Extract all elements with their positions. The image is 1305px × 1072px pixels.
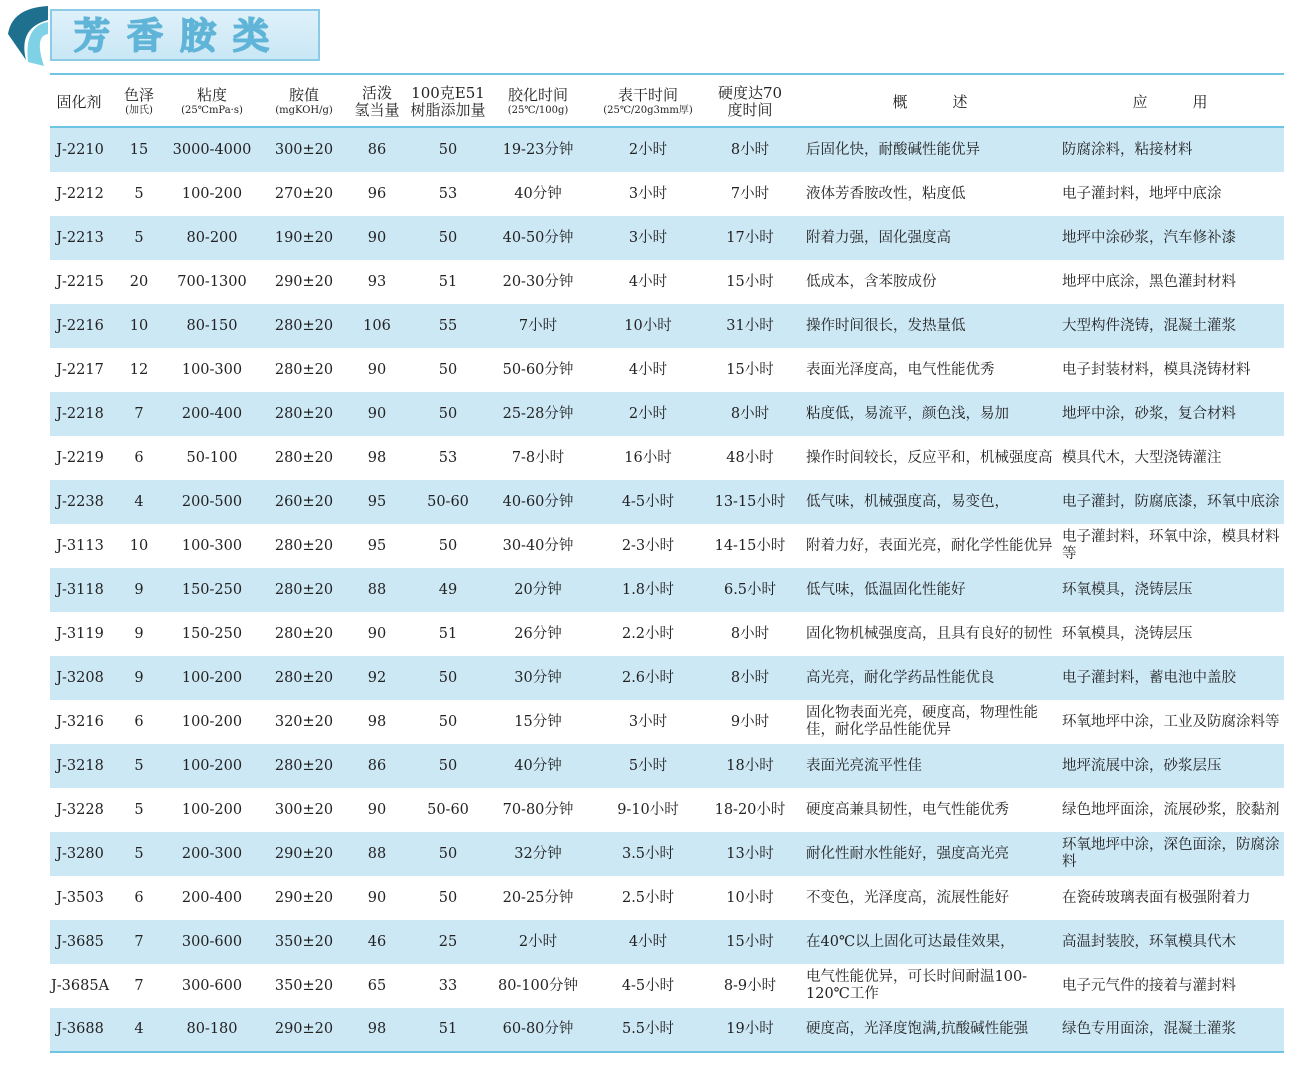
cell-amine: 290±20 <box>274 889 334 906</box>
cell-app: 电子灌封料，地坪中底涂 <box>1062 185 1222 202</box>
cell-dry: 3小时 <box>628 229 668 246</box>
cell-dry: 1.8小时 <box>621 581 675 598</box>
table-row <box>50 788 1284 832</box>
cell-amine: 280±20 <box>274 317 334 334</box>
cell-color: 9 <box>134 625 144 642</box>
cell-heq: 86 <box>367 141 387 158</box>
table-header <box>50 78 1284 128</box>
cell-app: 电子灌封料，蓄电池中盖胶 <box>1062 669 1236 686</box>
cell-heq: 88 <box>367 845 387 862</box>
cell-color: 10 <box>129 537 149 554</box>
cell-app: 环氧模具，浇铸层压 <box>1062 581 1193 598</box>
cell-amine: 280±20 <box>274 757 334 774</box>
table-row <box>50 700 1284 744</box>
top-divider <box>50 73 1284 75</box>
cell-dry: 5小时 <box>628 757 668 774</box>
cell-app: 地坪中涂砂浆，汽车修补漆 <box>1062 229 1236 246</box>
cell-dosage: 51 <box>438 273 458 290</box>
header-desc: 概 述 <box>892 92 968 111</box>
cell-gel: 50-60分钟 <box>502 361 574 378</box>
cell-agent: J-3685A <box>50 977 110 994</box>
cell-heq: 90 <box>367 889 387 906</box>
cell-hard: 8小时 <box>730 141 770 158</box>
cell-color: 5 <box>134 229 144 246</box>
cell-dosage: 50-60 <box>427 493 469 510</box>
cell-dosage: 33 <box>438 977 458 994</box>
cell-app: 环氧模具，浇铸层压 <box>1062 625 1193 642</box>
cell-heq: 93 <box>367 273 387 290</box>
cell-heq: 90 <box>367 801 387 818</box>
cell-app: 绿色专用面涂，混凝土灌浆 <box>1062 1021 1236 1037</box>
cell-hard: 8-9小时 <box>723 977 777 994</box>
table-row <box>50 260 1284 304</box>
cell-app: 电子灌封，防腐底漆，环氧中底涂 <box>1062 493 1280 510</box>
cell-amine: 290±20 <box>274 273 334 290</box>
cell-app: 防腐涂料，粘接材料 <box>1062 141 1193 158</box>
cell-dosage: 55 <box>438 317 458 334</box>
cell-app: 电子元气件的接着与灌封料 <box>1062 977 1236 994</box>
cell-color: 15 <box>129 141 149 158</box>
cell-dry: 2.5小时 <box>621 889 675 906</box>
cell-dry: 2.2小时 <box>621 625 675 642</box>
cell-viscosity: 100-300 <box>181 361 243 378</box>
cell-amine: 280±20 <box>274 581 334 598</box>
cell-heq: 98 <box>367 1021 387 1037</box>
cell-desc: 耐化性耐水性能好，强度高光亮 <box>806 845 1009 862</box>
cell-hard: 13-15小时 <box>714 493 786 510</box>
cell-heq: 90 <box>367 625 387 642</box>
cell-heq: 86 <box>367 757 387 774</box>
cell-app: 大型构件浇铸，混凝土灌浆 <box>1062 317 1236 334</box>
cell-heq: 90 <box>367 361 387 378</box>
cell-amine: 280±20 <box>274 625 334 642</box>
cell-dry: 2小时 <box>628 405 668 422</box>
cell-heq: 96 <box>367 185 387 202</box>
cell-app: 高温封装胶，环氧模具代木 <box>1062 933 1236 950</box>
cell-gel: 26分钟 <box>514 625 562 642</box>
cell-dry: 10小时 <box>624 317 672 334</box>
cell-heq: 92 <box>367 669 387 686</box>
cell-agent: J-3113 <box>56 537 104 554</box>
cell-app: 电子灌封料，环氧中涂，模具材料等 <box>1062 529 1280 562</box>
table-row <box>50 744 1284 788</box>
cell-app: 模具代木，大型浇铸灌注 <box>1062 449 1222 466</box>
cell-agent: J-2217 <box>56 361 104 378</box>
cell-viscosity: 150-250 <box>181 581 243 598</box>
cell-viscosity: 200-400 <box>181 405 243 422</box>
cell-color: 6 <box>134 713 144 730</box>
cell-viscosity: 200-300 <box>181 845 243 862</box>
cell-desc: 硬度高，光泽度饱满,抗酸碱性能强 <box>806 1021 1029 1037</box>
cell-agent: J-3218 <box>56 757 104 774</box>
cell-amine: 280±20 <box>274 669 334 686</box>
cell-app: 环氧地坪中涂，深色面涂，防腐涂料 <box>1062 837 1280 870</box>
cell-desc: 后固化快，耐酸碱性能优异 <box>806 141 980 158</box>
cell-color: 4 <box>134 493 144 510</box>
cell-desc: 低气味，机械强度高，易变色， <box>806 493 1009 510</box>
cell-amine: 270±20 <box>274 185 334 202</box>
cell-hard: 17小时 <box>726 229 774 246</box>
cell-heq: 95 <box>367 493 387 510</box>
cell-desc: 电气性能优异，可长时间耐温100-120℃工作 <box>806 969 1028 1002</box>
cell-gel: 30-40分钟 <box>502 537 574 554</box>
cell-gel: 32分钟 <box>514 845 562 862</box>
cell-dry: 3小时 <box>628 185 668 202</box>
table-row <box>50 172 1284 216</box>
cell-agent: J-2213 <box>56 229 104 246</box>
cell-viscosity: 150-250 <box>181 625 243 642</box>
cell-gel: 40分钟 <box>514 185 562 202</box>
cell-dry: 4小时 <box>628 361 668 378</box>
cell-dosage: 50 <box>438 757 458 774</box>
table-row <box>50 832 1284 876</box>
cell-desc: 在40℃以上固化可达最佳效果， <box>806 933 1015 950</box>
cell-color: 12 <box>129 361 149 378</box>
cell-desc: 液体芳香胺改性，粘度低 <box>806 185 966 202</box>
table-row <box>50 436 1284 480</box>
cell-color: 7 <box>134 933 144 950</box>
cell-hard: 48小时 <box>726 449 774 466</box>
cell-viscosity: 50-100 <box>186 449 238 466</box>
cell-gel: 19-23分钟 <box>502 141 574 158</box>
cell-amine: 300±20 <box>274 141 334 158</box>
cell-color: 6 <box>134 889 144 906</box>
cell-hard: 8小时 <box>730 625 770 642</box>
cell-amine: 350±20 <box>274 977 334 994</box>
cell-gel: 20-25分钟 <box>502 889 574 906</box>
cell-hard: 18小时 <box>726 757 774 774</box>
cell-hard: 6.5小时 <box>723 581 777 598</box>
cell-heq: 106 <box>363 317 391 334</box>
cell-hard: 31小时 <box>726 317 774 334</box>
cell-agent: J-3503 <box>56 889 104 906</box>
cell-hard: 19小时 <box>726 1021 774 1037</box>
cell-color: 9 <box>134 669 144 686</box>
cell-dosage: 50 <box>438 537 458 554</box>
cell-color: 10 <box>129 317 149 334</box>
cell-gel: 2小时 <box>518 933 558 950</box>
table-row <box>50 524 1284 568</box>
cell-viscosity: 80-150 <box>186 317 238 334</box>
cell-heq: 90 <box>367 229 387 246</box>
cell-agent: J-2210 <box>56 141 104 158</box>
cell-gel: 70-80分钟 <box>502 801 574 818</box>
cell-agent: J-3216 <box>56 713 104 730</box>
cell-gel: 7-8小时 <box>511 449 565 466</box>
cell-amine: 300±20 <box>274 801 334 818</box>
cell-dosage: 50 <box>438 405 458 422</box>
cell-hard: 15小时 <box>726 361 774 378</box>
cell-dosage: 49 <box>438 581 458 598</box>
header-heq: 活泼 氢当量 <box>354 84 400 119</box>
cell-amine: 260±20 <box>274 493 334 510</box>
cell-viscosity: 100-200 <box>181 185 243 202</box>
cell-agent: J-3685 <box>56 933 104 950</box>
table-row <box>50 128 1284 172</box>
cell-desc: 操作时间较长，反应平和，机械强度高 <box>806 449 1053 466</box>
cell-amine: 280±20 <box>274 449 334 466</box>
cell-viscosity: 80-200 <box>186 229 238 246</box>
cell-app: 电子封装材料，模具浇铸材料 <box>1062 361 1251 378</box>
cell-dosage: 51 <box>438 625 458 642</box>
cell-amine: 290±20 <box>274 1021 334 1037</box>
cell-dry: 4小时 <box>628 273 668 290</box>
cell-dosage: 50 <box>438 845 458 862</box>
cell-dosage: 50 <box>438 361 458 378</box>
cell-gel: 60-80分钟 <box>502 1021 574 1037</box>
cell-desc: 低气味，低温固化性能好 <box>806 581 966 598</box>
cell-dosage: 50 <box>438 229 458 246</box>
header-app: 应 用 <box>1132 92 1208 111</box>
cell-color: 9 <box>134 581 144 598</box>
cell-heq: 95 <box>367 537 387 554</box>
cell-amine: 290±20 <box>274 845 334 862</box>
cell-heq: 98 <box>367 713 387 730</box>
cell-heq: 90 <box>367 405 387 422</box>
cell-dosage: 50 <box>438 669 458 686</box>
cell-dry: 3小时 <box>628 713 668 730</box>
cell-heq: 46 <box>367 933 387 950</box>
header-agent: 固化剂 <box>56 92 102 111</box>
cell-dosage: 51 <box>438 1021 458 1037</box>
cell-viscosity: 100-200 <box>181 669 243 686</box>
cell-agent: J-2218 <box>56 405 104 422</box>
table-row <box>50 964 1284 1008</box>
cell-agent: J-2212 <box>56 185 104 202</box>
cell-gel: 25-28分钟 <box>502 405 574 422</box>
cell-agent: J-3280 <box>56 845 104 862</box>
cell-color: 7 <box>134 405 144 422</box>
cell-viscosity: 80-180 <box>186 1021 238 1037</box>
header-viscosity: 粘度 (25℃mPa·s) <box>181 86 243 116</box>
header-hard: 硬度达70 度时间 <box>717 84 783 119</box>
cell-viscosity: 700-1300 <box>177 273 247 290</box>
cell-desc: 附着力强，固化强度高 <box>806 229 951 246</box>
cell-color: 5 <box>134 185 144 202</box>
cell-gel: 40-60分钟 <box>502 493 574 510</box>
header-gel: 胶化时间 (25℃/100g) <box>507 86 569 116</box>
cell-gel: 40分钟 <box>514 757 562 774</box>
cell-agent: J-3119 <box>56 625 104 642</box>
cell-agent: J-2215 <box>56 273 104 290</box>
cell-dry: 5.5小时 <box>621 1021 675 1037</box>
cell-hard: 9小时 <box>730 713 770 730</box>
cell-color: 5 <box>134 845 144 862</box>
cell-heq: 88 <box>367 581 387 598</box>
cell-amine: 320±20 <box>274 713 334 730</box>
cell-dosage: 50 <box>438 141 458 158</box>
cell-gel: 20-30分钟 <box>502 273 574 290</box>
cell-color: 5 <box>134 757 144 774</box>
table-row <box>50 392 1284 436</box>
cell-dry: 4小时 <box>628 933 668 950</box>
cell-gel: 7小时 <box>518 317 558 334</box>
cell-desc: 表面光泽度高，电气性能优秀 <box>806 361 995 378</box>
table-row <box>50 612 1284 656</box>
cell-desc: 高光亮，耐化学药品性能优良 <box>806 669 995 686</box>
cell-agent: J-3208 <box>56 669 104 686</box>
title-banner <box>50 9 320 61</box>
header-amine: 胺值 (mgKOH/g) <box>275 86 333 116</box>
cell-desc: 低成本，含苯胺成份 <box>806 273 937 290</box>
corner-ornament <box>4 4 48 68</box>
cell-app: 环氧地坪中涂，工业及防腐涂料等 <box>1062 713 1280 730</box>
table-row <box>50 920 1284 964</box>
cell-app: 在瓷砖玻璃表面有极强附着力 <box>1062 889 1251 906</box>
cell-hard: 15小时 <box>726 273 774 290</box>
cell-gel: 80-100分钟 <box>497 977 579 994</box>
table-row <box>50 304 1284 348</box>
cell-dry: 2小时 <box>628 141 668 158</box>
cell-desc: 硬度高兼具韧性，电气性能优秀 <box>806 801 1009 818</box>
cell-agent: J-3228 <box>56 801 104 818</box>
table-row <box>50 876 1284 920</box>
cell-amine: 280±20 <box>274 405 334 422</box>
cell-color: 5 <box>134 801 144 818</box>
cell-dosage: 53 <box>438 185 458 202</box>
cell-app: 地坪中底涂，黑色灌封材料 <box>1062 273 1236 290</box>
cell-color: 7 <box>134 977 144 994</box>
cell-amine: 280±20 <box>274 537 334 554</box>
cell-app: 绿色地坪面涂，流展砂浆，胶黏剂 <box>1062 801 1280 818</box>
table-row <box>50 480 1284 524</box>
cell-heq: 98 <box>367 449 387 466</box>
cell-gel: 40-50分钟 <box>502 229 574 246</box>
cell-hard: 7小时 <box>730 185 770 202</box>
cell-viscosity: 200-500 <box>181 493 243 510</box>
cell-dry: 2.6小时 <box>621 669 675 686</box>
cell-gel: 20分钟 <box>514 581 562 598</box>
cell-dry: 4-5小时 <box>621 493 675 510</box>
cell-hard: 15小时 <box>726 933 774 950</box>
cell-desc: 固化物机械强度高，且具有良好的韧性 <box>806 625 1053 642</box>
cell-hard: 10小时 <box>726 889 774 906</box>
table-body <box>50 128 1284 1053</box>
cell-color: 4 <box>134 1021 144 1037</box>
cell-viscosity: 100-200 <box>181 713 243 730</box>
cell-dry: 4-5小时 <box>621 977 675 994</box>
cell-desc: 操作时间很长，发热量低 <box>806 317 966 334</box>
cell-dry: 3.5小时 <box>621 845 675 862</box>
cell-hard: 13小时 <box>726 845 774 862</box>
cell-dosage: 50 <box>438 713 458 730</box>
cell-hard: 8小时 <box>730 405 770 422</box>
cell-agent: J-2216 <box>56 317 104 334</box>
header-dosage: 100克E51 树脂添加量 <box>410 84 486 119</box>
cell-viscosity: 100-200 <box>181 801 243 818</box>
header-color: 色泽 (加氏) <box>123 86 154 116</box>
cell-app: 地坪中涂，砂浆，复合材料 <box>1062 405 1236 422</box>
cell-dosage: 53 <box>438 449 458 466</box>
cell-gel: 30分钟 <box>514 669 562 686</box>
header-dry: 表干时间 (25℃/20g3mm厚) <box>603 86 693 116</box>
cell-viscosity: 100-200 <box>181 757 243 774</box>
table-row <box>50 216 1284 260</box>
cell-hard: 18-20小时 <box>714 801 786 818</box>
cell-desc: 附着力好，表面光亮，耐化学性能优异 <box>806 537 1053 554</box>
cell-dry: 2-3小时 <box>621 537 675 554</box>
cell-agent: J-2238 <box>56 493 104 510</box>
cell-color: 6 <box>134 449 144 466</box>
cell-amine: 280±20 <box>274 361 334 378</box>
product-table <box>50 78 1284 1053</box>
cell-viscosity: 300-600 <box>181 977 243 994</box>
table-row <box>50 1008 1284 1053</box>
cell-desc: 粘度低，易流平，颜色浅，易加 <box>806 405 1009 422</box>
cell-hard: 14-15小时 <box>714 537 786 554</box>
cell-desc: 不变色，光泽度高，流展性能好 <box>806 889 1009 906</box>
page-title: 芳香胺类 <box>74 16 287 57</box>
table-row <box>50 568 1284 612</box>
cell-agent: J-3688 <box>56 1021 104 1037</box>
cell-viscosity: 200-400 <box>181 889 243 906</box>
cell-viscosity: 100-300 <box>181 537 243 554</box>
cell-viscosity: 3000-4000 <box>172 141 252 158</box>
cell-desc: 固化物表面光亮，硬度高，物理性能佳，耐化学品性能优异 <box>806 705 1038 738</box>
cell-heq: 65 <box>367 977 387 994</box>
cell-agent: J-2219 <box>56 449 104 466</box>
cell-dosage: 25 <box>438 933 458 950</box>
table-row <box>50 656 1284 700</box>
cell-dry: 16小时 <box>624 449 672 466</box>
cell-color: 20 <box>129 273 149 290</box>
cell-dosage: 50-60 <box>427 801 469 818</box>
cell-amine: 190±20 <box>274 229 334 246</box>
cell-dosage: 50 <box>438 889 458 906</box>
cell-agent: J-3118 <box>56 581 104 598</box>
cell-hard: 8小时 <box>730 669 770 686</box>
table-row <box>50 348 1284 392</box>
cell-desc: 表面光亮流平性佳 <box>806 757 922 774</box>
cell-app: 地坪流展中涂，砂浆层压 <box>1062 757 1222 774</box>
cell-gel: 15分钟 <box>514 713 562 730</box>
cell-amine: 350±20 <box>274 933 334 950</box>
cell-dry: 9-10小时 <box>617 801 679 818</box>
cell-viscosity: 300-600 <box>181 933 243 950</box>
